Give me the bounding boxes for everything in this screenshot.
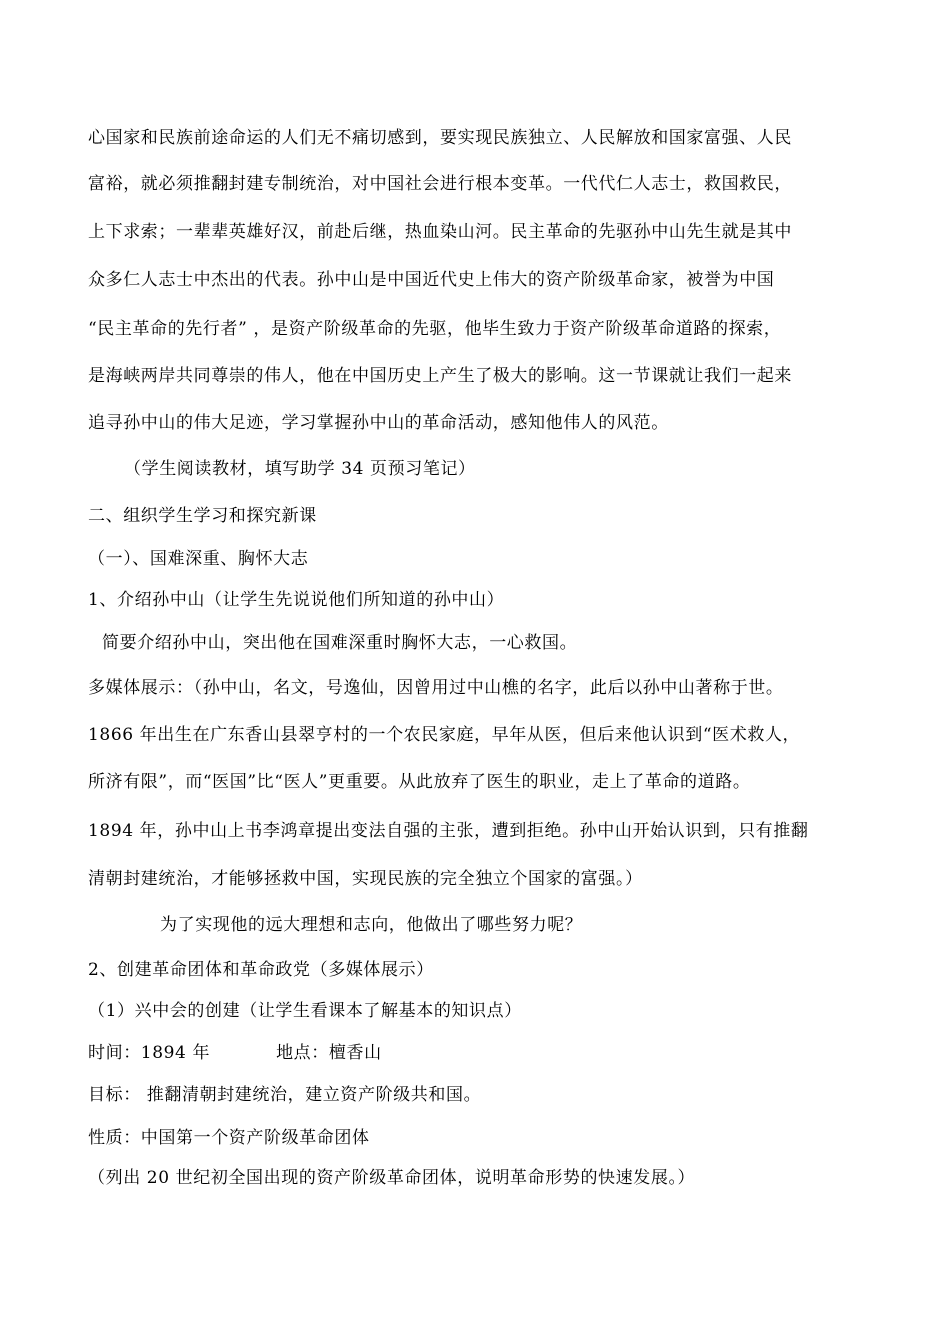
nature-line: 性质：中国第一个资产阶级革命团体 [88,1128,370,1148]
subsection1-heading: （一）、国难深重、胸怀大志 [88,549,309,569]
intro-line-6: 是海峡两岸共同尊崇的伟人，他在中国历史上产生了极大的影响。这一节课就让我们一起来 [88,366,792,386]
item1-summary: 简要介绍孙中山，突出他在国难深重时胸怀大志，一心救国。 [102,633,578,653]
question-line: 为了实现他的远大理想和志向，他做出了哪些努力呢？ [160,915,583,935]
intro-line-3: 上下求索；一辈辈英雄好汉，前赴后继，热血染山河。民主革命的先驱孙中山先生就是其中 [88,222,792,242]
list-note: （列出 20 世纪初全国出现的资产阶级革命团体，说明革命形势的快速发展。） [88,1168,696,1188]
goal-line: 目标： 推翻清朝封建统治，建立资产阶级共和国。 [88,1085,482,1105]
multimedia-line-2: 1866 年出生在广东香山县翠亨村的一个农民家庭，早年从医，但后来他认识到“医术救人， [88,725,801,745]
intro-line-4: 众多仁人志士中杰出的代表。孙中山是中国近代史上伟大的资产阶级革命家，被誉为中国 [88,270,775,290]
reading-note: （学生阅读教材，填写助学 34 页预习笔记） [124,459,476,479]
intro-line-7: 追寻孙中山的伟大足迹，学习掌握孙中山的革命活动，感知他伟人的风范。 [88,413,669,433]
time-place-line [88,1042,382,1064]
intro-line-1: 心国家和民族前途命运的人们无不痛切感到，要实现民族独立、人民解放和国家富强、人民 [88,128,792,148]
intro-line-5: “民主革命的先行者” ，是资产阶级革命的先驱，他毕生致力于资产阶级革命道路的探索， [88,319,782,339]
multimedia-line-4: 1894 年，孙中山上书李鸿章提出变法自强的主张，遭到拒绝。孙中山开始认识到，只有推翻 [88,821,809,841]
item2-heading: 2、创建革命团体和革命政党（多媒体展示） [88,960,434,980]
multimedia-line-3: 所济有限”，而“医国”比“医人”更重要。从此放弃了医生的职业，走上了革命的道路。 [88,772,751,792]
intro-line-2: 富裕，就必须推翻封建专制统治，对中国社会进行根本变革。一代代仁人志士，救国救民， [88,174,792,194]
time-label: 时间：1894 年 [88,1043,211,1063]
section2-heading: 二、组织学生学习和探究新课 [88,506,317,526]
item1-heading: 1、介绍孙中山（让学生先说说他们所知道的孙中山） [88,590,505,610]
item2-sub1-heading: （1）兴中会的创建（让学生看课本了解基本的知识点） [88,1001,522,1021]
multimedia-line-1: 多媒体展示：（孙中山，名文，号逸仙，因曾用过中山樵的名字，此后以孙中山著称于世。 [88,678,784,698]
multimedia-line-5: 清朝封建统治，才能够拯救中国，实现民族的完全独立个国家的富强。） [88,869,643,889]
place-label: 地点：檀香山 [276,1043,382,1063]
